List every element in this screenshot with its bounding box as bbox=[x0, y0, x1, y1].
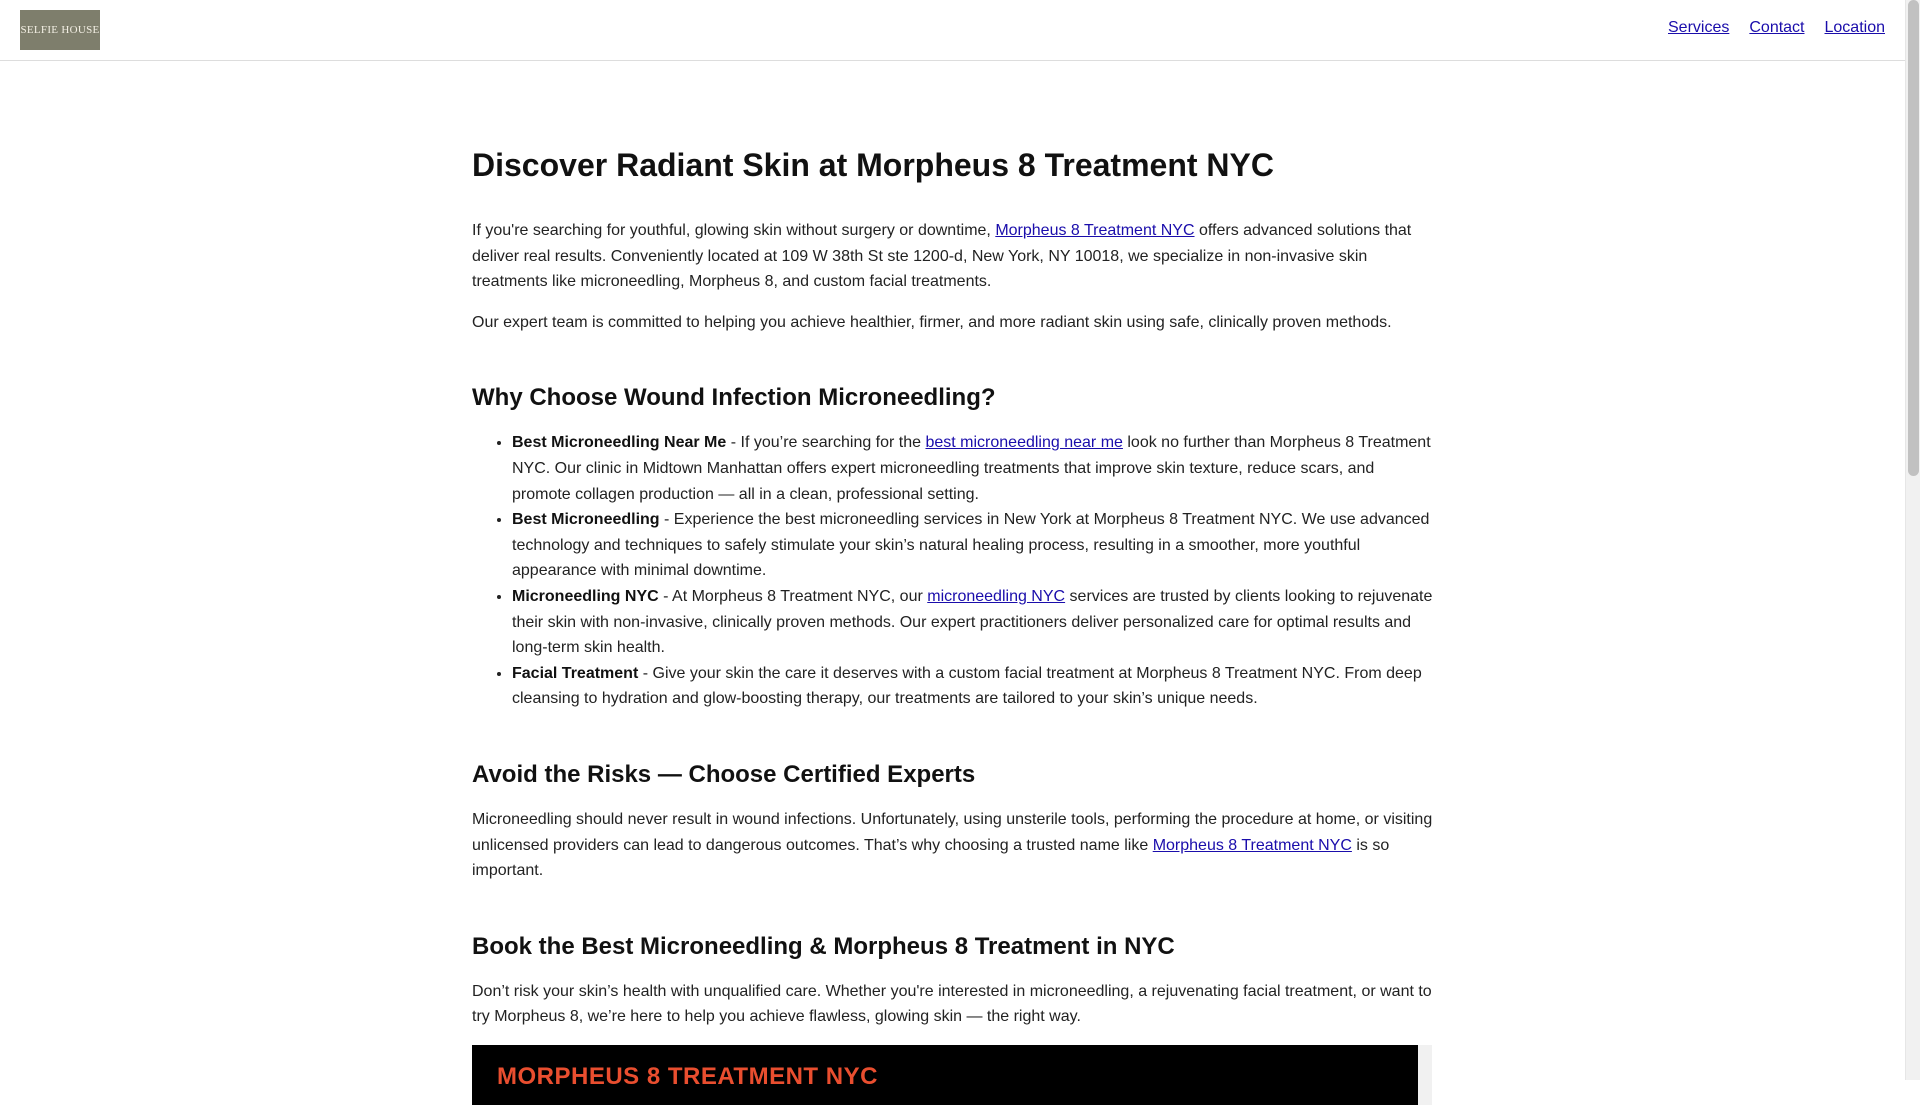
item-text: - Give your skin the care it deserves with a custom facial treatment at Morpheus 8 Treatment NYC. From deep cleansing to hydration and glow-boosting therapy, our treatments are tailored to your skin’s unique needs. bbox=[512, 664, 1422, 708]
book-heading: Book the Best Microneedling & Morpheus 8 Treatment in NYC bbox=[472, 932, 1175, 960]
list-item bbox=[512, 430, 1434, 507]
page-scrollbar[interactable] bbox=[1905, 0, 1920, 1080]
item-title: Facial Treatment bbox=[512, 664, 639, 682]
why-heading: Why Choose Wound Infection Microneedling? bbox=[472, 384, 996, 412]
item-title: Best Microneedling Near Me bbox=[512, 434, 727, 452]
main-content bbox=[472, 141, 1434, 1105]
benefits-list bbox=[472, 430, 1434, 712]
nav-location-link[interactable]: Location bbox=[1824, 19, 1885, 36]
list-item bbox=[512, 661, 1434, 712]
scrollbar-thumb[interactable] bbox=[1908, 0, 1919, 476]
team-paragraph: Our expert team is committed to helping you achieve healthier, firmer, and more radiant skin using safe, clinically proven methods. bbox=[472, 313, 1392, 331]
list-item bbox=[512, 507, 1434, 584]
risks-section bbox=[472, 757, 1434, 884]
item-text-a: - If you’re searching for the bbox=[726, 434, 926, 452]
item-text-b: look no further than Morpheus 8 Treatment NYC. Our clinic in Midtown Manhattan offers expert microneedling treatments that improve skin texture, reduce scars, and promote collagen production — all in a clean, professional setting. bbox=[512, 434, 1431, 503]
best-microneedling-link[interactable]: best microneedling near me bbox=[925, 434, 1123, 452]
book-paragraph: Don’t risk your skin’s health with unqualified care. Whether you're interested in microneedling, a rejuvenating facial treatment, or want to try Morpheus 8, we’re here to help you achieve flawless, glowing skin — the right way. bbox=[472, 982, 1432, 1026]
intro-text-a: If you're searching for youthful, glowing skin without surgery or downtime, bbox=[472, 222, 996, 239]
morpheus-link[interactable]: Morpheus 8 Treatment NYC bbox=[995, 222, 1195, 239]
item-title: Microneedling NYC bbox=[512, 587, 659, 605]
intro-text-b: offers advanced solutions that deliver real results. Conveniently located at 109 W 38th St ste 1200-d, New York, NY 10018, we specialize in non-invasive skin treatments like microneedling, Morpheus 8, and custom facial treatments. bbox=[472, 222, 1412, 291]
intro-paragraph bbox=[472, 218, 1434, 295]
nav-services-link[interactable]: Services bbox=[1668, 19, 1730, 36]
risks-heading: Avoid the Risks — Choose Certified Experts bbox=[472, 760, 976, 788]
main-nav bbox=[1668, 19, 1885, 37]
logo[interactable] bbox=[20, 10, 100, 50]
embed-scrollbar[interactable] bbox=[1418, 1045, 1432, 1105]
book-section bbox=[472, 929, 1434, 1105]
embed-title: MORPHEUS 8 TREATMENT NYC bbox=[497, 1062, 878, 1090]
risks-text-b: is so important. bbox=[472, 836, 1390, 880]
list-item bbox=[512, 584, 1434, 661]
item-text-a: - At Morpheus 8 Treatment NYC, our bbox=[658, 587, 928, 605]
item-title: Best Microneedling bbox=[512, 511, 660, 529]
nav-contact-link[interactable]: Contact bbox=[1749, 19, 1805, 36]
microneedling-nyc-link[interactable]: microneedling NYC bbox=[927, 587, 1066, 605]
why-section bbox=[472, 380, 1434, 712]
risks-paragraph bbox=[472, 807, 1434, 884]
logo-text: SELFIE HOUSE bbox=[20, 24, 100, 36]
site-header bbox=[0, 0, 1905, 61]
item-text: - Experience the best microneedling services in New York at Morpheus 8 Treatment NYC. We use advanced technology and techniques to safely stimulate your skin’s natural healing process, resulting in a smoother, more youthful appearance with minimal downtime. bbox=[512, 511, 1430, 580]
video-embed[interactable] bbox=[472, 1045, 1432, 1105]
morpheus-trusted-link[interactable]: Morpheus 8 Treatment NYC bbox=[1152, 836, 1352, 854]
risks-text-a: Microneedling should never result in wound infections. Unfortunately, using unsterile tools, performing the procedure at home, or visiting unlicensed providers can lead to dangerous outcomes. That’s why choosing a trusted name like bbox=[472, 810, 1433, 854]
page-title: Discover Radiant Skin at Morpheus 8 Treatment NYC bbox=[472, 147, 1274, 183]
item-text-b: services are trusted by clients looking to rejuvenate their skin with non-invasive, clinically proven methods. Our expert practitioners deliver personalized care for optimal results and long-term skin health. bbox=[512, 587, 1433, 657]
